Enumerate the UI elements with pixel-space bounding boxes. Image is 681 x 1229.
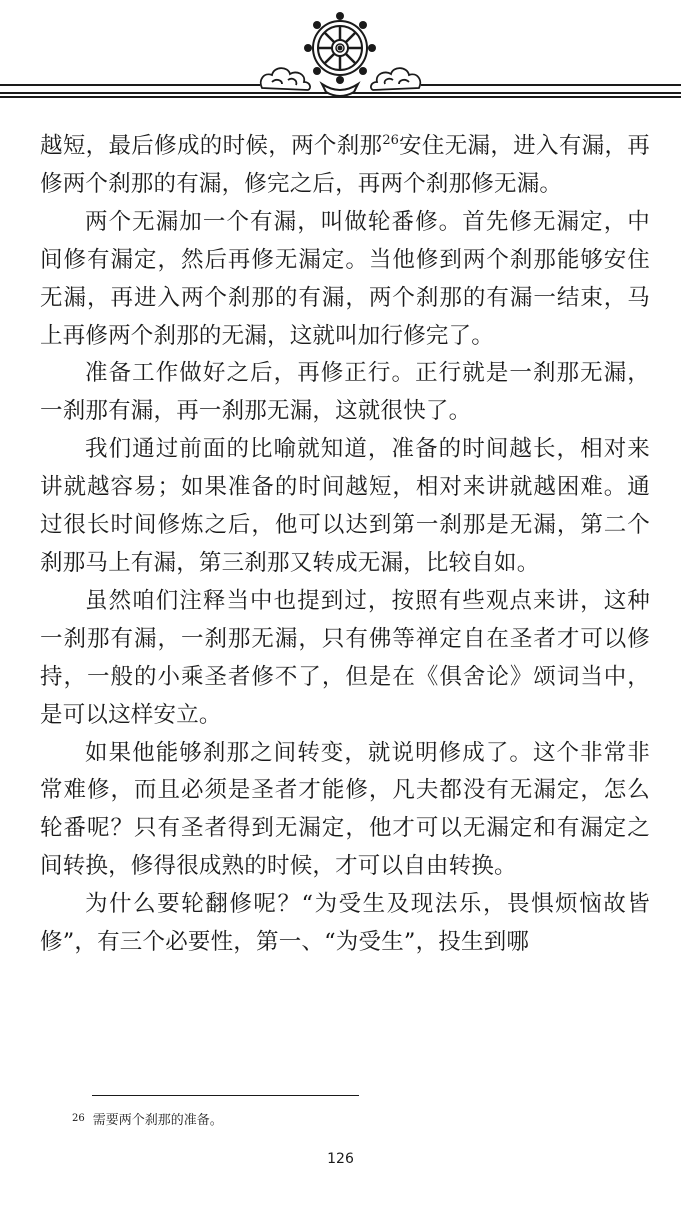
paragraph-text: 越短，最后修成的时候，两个刹那: [40, 133, 383, 159]
paragraph-text: 为什么要轮翻修呢？“为受生及现法乐，畏惧烦恼故皆修”，有三个必要性，第一、“为受生”，投生到哪: [40, 891, 650, 956]
paragraph: [40, 355, 650, 431]
cloud-left-icon: [261, 68, 310, 90]
page-number: 126: [327, 1151, 354, 1167]
header-ornament: [0, 0, 681, 100]
paragraph-text: 我们通过前面的比喻就知道，准备的时间越长，相对来讲就越容易；如果准备的时间越短，相对来讲就越困难。通过很长时间修炼之后，他可以达到第一刹那是无漏，第二个刹那马上有漏，第三刹那又转成无漏，比较自如。: [40, 436, 650, 576]
paragraph: [40, 128, 650, 204]
paragraph: [40, 886, 650, 962]
footnote: [72, 1110, 223, 1130]
page-header: [0, 0, 681, 100]
paragraph-text: 虽然咱们注释当中也提到过，按照有些观点来讲，这种一刹那有漏，一刹那无漏，只有佛等禅定自在圣者才可以修持，一般的小乘圣者修不了，但是在《俱舍论》颂词当中，是可以这样安立。: [40, 587, 650, 728]
paragraph: [40, 204, 650, 356]
footnote-text: 需要两个刹那的准备。: [92, 1113, 223, 1128]
cloud-right-icon: [371, 68, 420, 90]
footnote-divider: [92, 1095, 359, 1096]
paragraph-text: 如果他能够刹那之间转变，就说明修成了。这个非常非常难修，而且必须是圣者才能修，凡夫都没有无漏定，怎么轮番呢？只有圣者得到无漏定，他才可以无漏定和有漏定之间转换，修得很成熟的时候，才可以自由转换。: [40, 739, 650, 880]
paragraph-text: 安住无漏，进入有漏，再修两个刹那的有漏，修完之后，再两个刹那修无漏。: [40, 133, 650, 197]
dharma-wheel-icon: [304, 12, 376, 96]
footnote-ref: 26: [382, 133, 399, 148]
paragraph-text: 两个无漏加一个有漏，叫做轮番修。首先修无漏定，中间修有漏定，然后再修无漏定。当他修到两个刹那能够安住无漏，再进入两个刹那的有漏，两个刹那的有漏一结束，马上再修两个刹那的无漏，这就叫加行修完了。: [40, 208, 650, 349]
paragraph: [40, 735, 650, 887]
paragraph: [40, 583, 650, 735]
footnote-number: 26: [72, 1113, 85, 1124]
body-text: [40, 128, 650, 962]
paragraph-text: 准备工作做好之后，再修正行。正行就是一刹那无漏，一刹那有漏，再一刹那无漏，这就很快了。: [40, 360, 650, 425]
paragraph: [40, 431, 650, 583]
